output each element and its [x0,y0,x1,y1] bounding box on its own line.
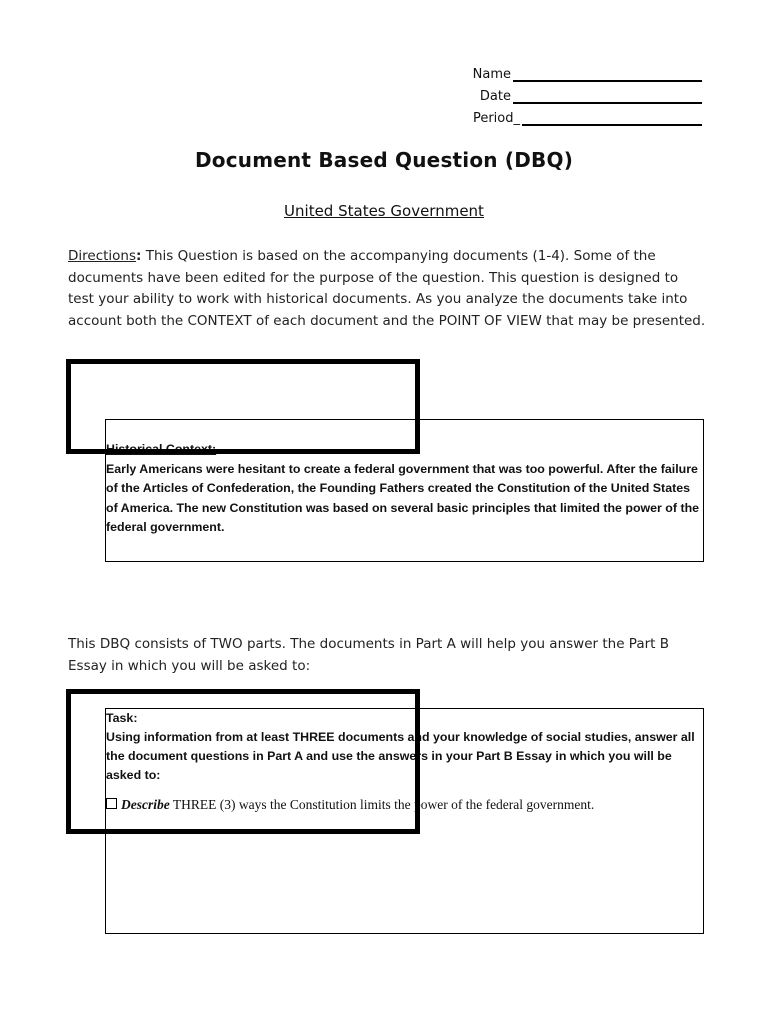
date-line[interactable] [513,88,702,104]
task-item-text: THREE (3) ways the Constitution limits the power of the federal government. [169,797,595,812]
document-title: Document Based Question (DBQ) [194,148,574,172]
task-item-verb: Describe [121,797,170,812]
directions-paragraph [68,246,708,332]
date-field[interactable] [462,82,702,104]
historical-context-text: Early Americans were hesitant to create a federal government that was too powerful. After the failure of the Articles of Confederation, the Founding Fathers created the Constitution of the United States of America. The new Constitution was based on several basic principles that limited the power of the federal government. [106,461,700,534]
directions-label: Directions [68,248,137,264]
document-subtitle: United States Government [284,202,484,220]
period-label: Period_ [472,111,520,126]
student-info-fields [462,60,702,126]
overlay-rectangle [66,689,420,834]
period-line[interactable] [522,110,702,126]
directions-text: This Question is based on the accompanying documents (1-4). Some of the documents have been edited for the purpose of the question. This question is designed to test your ability to work with historical documents. As you analyze the documents take into account both the CONTEXT of each document and the POINT OF VIEW that may be presented. [68,248,706,329]
directions-colon: : [136,248,142,264]
name-label: Name [472,67,511,82]
task-heading: Task: [106,711,138,725]
date-label: Date [479,89,511,104]
parts-intro-paragraph: This DBQ consists of TWO parts. The documents in Part A will help you answer the Part B Essay in which you will be asked to: [68,636,670,674]
overlay-rectangle [66,359,420,454]
name-line[interactable] [513,66,702,82]
task-text: Using information from at least THREE documents and your knowledge of social studies, answer all the document questions in Part A and use the answers in your Part B Essay in which you will be asked to: [106,730,695,782]
name-field[interactable] [462,60,702,82]
historical-context-heading: Historical Context: [106,442,217,456]
period-field[interactable] [462,104,702,126]
